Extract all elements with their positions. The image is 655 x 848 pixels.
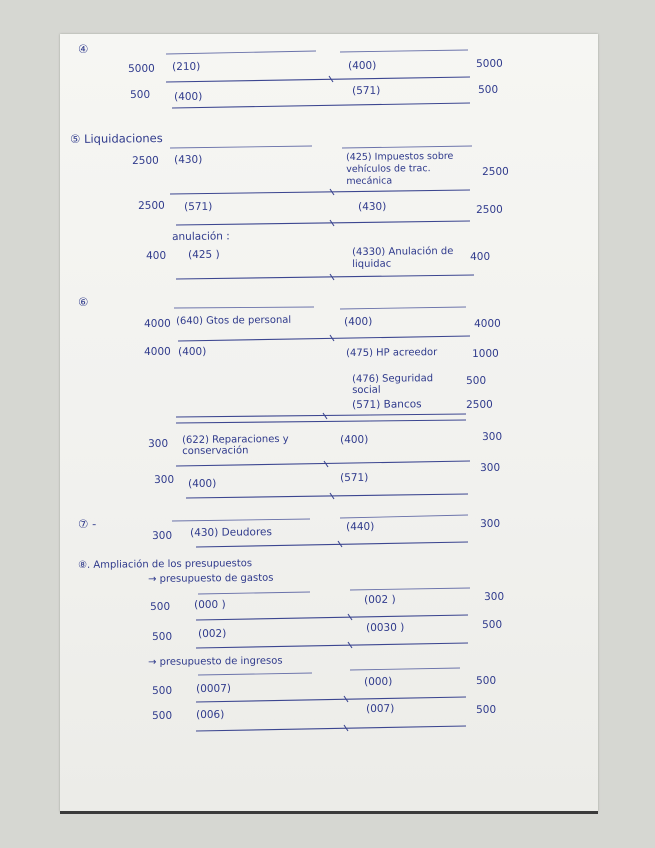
s8-g1-credit: (002 ) [364, 593, 396, 606]
s5-r2-credit: (430) [358, 200, 387, 213]
s6-r2-credit: (475) HP acreedor [346, 347, 438, 359]
s5-r2-amount-right: 2500 [476, 203, 503, 216]
s4-r1-debit: (210) [172, 60, 201, 73]
s5-r3-credit: (4330) Anulación de liquidac [352, 245, 454, 270]
s8-i2-credit: (007) [366, 702, 395, 715]
s6-r4-amount-right: 300 [480, 461, 501, 474]
s8-g2-amount-right: 500 [482, 618, 503, 631]
s8-g1-amount-left: 500 [150, 600, 171, 613]
s4-r2-credit: (571) [352, 84, 381, 97]
s6-r1-credit: (400) [344, 315, 373, 328]
s7-r1-amount-right: 300 [480, 517, 501, 530]
s6-r3-amount-right: 300 [482, 430, 503, 443]
s5-r3-amount-right: 400 [470, 250, 491, 263]
s8-i1-credit: (000) [364, 675, 393, 688]
s8-i1-debit: (0007) [196, 682, 232, 695]
s5-r2-amount-left: 2500 [138, 199, 165, 212]
s4-r2-debit: (400) [174, 90, 203, 103]
s5-r2-debit: (571) [184, 200, 213, 213]
s6-r2-amount-right: 1000 [472, 347, 499, 360]
s8-i1-amount-left: 500 [152, 684, 173, 697]
s4-r1-credit: (400) [348, 59, 377, 72]
s6-r2-amount-left: 4000 [144, 345, 171, 358]
s5-anulacion-label: anulación : [172, 230, 230, 243]
s8-g2-credit: (0030 ) [366, 621, 405, 634]
s6-r1-debit: (640) Gtos de personal [176, 314, 292, 327]
s6-r4-debit: (400) [188, 477, 217, 490]
s6-r3-amount-left: 300 [148, 437, 169, 450]
s7-r1-debit: (430) Deudores [190, 526, 273, 539]
s6-r4-credit: (571) [340, 471, 369, 484]
section-4-number: ④ [77, 41, 89, 56]
s8-g1-amount-right: 300 [484, 590, 505, 603]
s8-i1-amount-right: 500 [476, 674, 497, 687]
s8-gastos-label: → presupuesto de gastos [148, 572, 274, 585]
s6-r4-amount-left: 300 [154, 473, 175, 486]
s6-r1-amount-right: 4000 [474, 317, 501, 330]
s4-r1-amount-right: 5000 [476, 57, 503, 70]
s8-g2-amount-left: 500 [152, 630, 173, 643]
s4-r1-amount-left: 5000 [128, 62, 155, 75]
s5-r3-debit: (425 ) [188, 248, 220, 261]
s6-r3-credit: (400) [340, 433, 369, 446]
s4-r2-amount-right: 500 [478, 83, 499, 96]
s5-r1-amount-right: 2500 [482, 165, 509, 178]
s6-r1-amount-left: 4000 [144, 317, 171, 330]
s7-r1-credit: (440) [346, 520, 375, 533]
s6-r2-debit: (400) [178, 345, 207, 358]
section-7-number: ⑦ - [77, 516, 97, 531]
s6-r2c-amount-right: 2500 [466, 398, 493, 411]
s8-i2-debit: (006) [196, 708, 225, 721]
section-5-heading: ⑤ Liquidaciones [69, 131, 163, 146]
s6-r2b-amount-right: 500 [466, 374, 487, 387]
s6-r2c-credit: (571) Bancos [352, 398, 422, 411]
s5-r1-amount-left: 2500 [132, 154, 159, 167]
s8-i2-amount-left: 500 [152, 709, 173, 722]
s5-r1-credit: (425) Impuestos sobre vehículos de trac. mecánica [346, 150, 454, 187]
section-6-number: ⑥ [77, 294, 89, 309]
s4-r2-amount-left: 500 [130, 88, 151, 101]
s8-i2-amount-right: 500 [476, 703, 497, 716]
section-8-heading: ⑧. Ampliación de los presupuestos [78, 558, 253, 571]
s8-g1-debit: (000 ) [194, 598, 226, 611]
s8-g2-debit: (002) [198, 627, 227, 640]
s5-r3-amount-left: 400 [146, 249, 167, 262]
s8-ingresos-label: → presupuesto de ingresos [148, 655, 283, 668]
s5-r1-debit: (430) [174, 153, 203, 166]
s6-r3-debit: (622) Reparaciones y conservación [182, 433, 289, 457]
s7-r1-amount-left: 300 [152, 529, 173, 542]
s6-r2b-credit: (476) Seguridad social [352, 373, 434, 396]
